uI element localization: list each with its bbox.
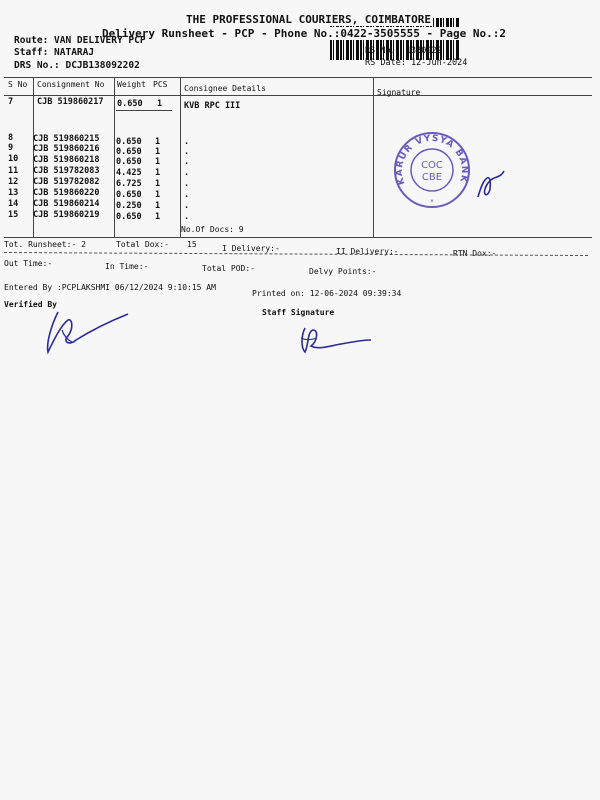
row-pcs: 1 [157, 99, 163, 109]
verifier-signature [42, 306, 132, 358]
row-weight: 0.650 [116, 137, 142, 147]
total-dox-value: 15 [187, 240, 197, 249]
row-sno: 13 [8, 188, 19, 198]
row-underline [116, 110, 172, 111]
tot-runsheet: Tot. Runsheet:- 2 [4, 240, 86, 249]
totals-dashed-line [4, 252, 588, 256]
row-consignee: KVB RPC III [184, 101, 241, 111]
no-of-docs: No.Of Docs: 9 [181, 225, 244, 234]
total-dox-label: Total Dox:- [116, 240, 169, 249]
row-sno: 14 [8, 199, 19, 209]
staff-signature-label: Staff Signature [262, 308, 335, 317]
printed-on: Printed on: 12-06-2024 09:39:34 [252, 289, 402, 298]
row-weight: 0.650 [117, 99, 143, 109]
verified-by-label: Verified By [4, 300, 57, 309]
staff: Staff: NATARAJ [14, 47, 95, 58]
row-pcs: 1 [155, 147, 161, 157]
col-header-consignment: Consignment No [37, 80, 105, 89]
col-header-consignee: Consignee Details [184, 84, 266, 93]
row-consignment: CJB 519860216 [33, 144, 100, 154]
row-pcs: 1 [155, 179, 161, 189]
runsheet-title: Delivery Runsheet - PCP - Phone No.:0422-3505555 - Page No.:2 [102, 27, 506, 40]
row-sno: 12 [8, 177, 19, 187]
row-pcs: 1 [155, 137, 161, 147]
stamp-inner-line2: CBE [421, 172, 443, 183]
row-sno: 7 [8, 97, 14, 107]
row-sno: 9 [8, 143, 14, 153]
bank-stamp [392, 130, 472, 210]
row-consignment: CJB 519782082 [33, 177, 100, 187]
row-dot: . [184, 157, 190, 167]
row-consignment: CJB 519782083 [33, 166, 100, 176]
company-title: THE PROFESSIONAL COURIERS, COIMBATORE [186, 13, 432, 26]
table-bottom-line [4, 237, 592, 238]
row-weight: 4.425 [116, 168, 142, 178]
table-header-line [4, 95, 592, 96]
rtn-dox: RTN Dox:- [453, 249, 497, 258]
stamp-graphic [392, 130, 472, 210]
row-dot: . [184, 212, 190, 222]
row-weight: 0.650 [116, 212, 142, 222]
ii-delivery: II Delivery:- [336, 247, 399, 256]
row-pcs: 1 [155, 212, 161, 222]
table-top-line [4, 77, 592, 78]
row-consignment: CJB 519860218 [33, 155, 100, 165]
stamp-inner-line1: COC [421, 160, 443, 171]
row-weight: 6.725 [116, 179, 142, 189]
row-weight: 0.650 [116, 190, 142, 200]
stamp-star: * [429, 198, 435, 206]
rs-date: RS Date: 12-Jun-2024 [365, 58, 468, 68]
row-sno: 10 [8, 154, 19, 164]
row-consignment: CJB 519860217 [37, 97, 104, 107]
row-weight: 0.650 [116, 147, 142, 157]
row-dot: . [184, 168, 190, 178]
consignee-signature [470, 165, 510, 205]
row-pcs: 1 [155, 201, 161, 211]
row-dot: . [184, 147, 190, 157]
row-dot: . [184, 190, 190, 200]
staff-signature [295, 322, 375, 358]
col-divider [114, 77, 115, 237]
total-pod: Total POD:- [202, 264, 255, 273]
col-divider [373, 77, 374, 237]
stamp-outer-text: KARUR VYSYA BANK [394, 133, 470, 186]
row-pcs: 1 [155, 168, 161, 178]
row-consignment: CJB 519860214 [33, 199, 100, 209]
row-consignment: CJB 519860219 [33, 210, 100, 220]
row-consignment: CJB 519860215 [33, 134, 100, 144]
row-pcs: 1 [155, 190, 161, 200]
row-dot: . [184, 179, 190, 189]
delvy-points: Delvy Points:- [309, 267, 377, 276]
col-header-weight: Weight [117, 80, 146, 89]
in-time: In Time:- [105, 262, 149, 271]
row-sno: 15 [8, 210, 19, 220]
out-time: Out Time:- [4, 259, 53, 268]
rs-number: RS No.: 1380922 [365, 46, 442, 56]
col-header-sno: S No [8, 80, 28, 89]
row-consignment: CJB 519860220 [33, 188, 100, 198]
entered-by: Entered By :PCPLAKSHMI 06/12/2024 9:10:15 AM [4, 283, 216, 292]
row-sno: 11 [8, 166, 19, 176]
col-divider [180, 77, 181, 237]
row-dot: . [184, 201, 190, 211]
row-weight: 0.250 [116, 201, 142, 211]
row-sno: 8 [8, 133, 14, 143]
col-header-signature: Signature [377, 88, 421, 97]
row-dot: . [184, 137, 190, 147]
drs-number: DRS No.: DCJB138092202 [14, 60, 140, 71]
row-weight: 0.650 [116, 157, 142, 167]
i-delivery: I Delivery:- [222, 244, 280, 253]
row-pcs: 1 [155, 157, 161, 167]
col-header-pcs: PCS [153, 80, 168, 89]
route: Route: VAN DELIVERY PCP [14, 35, 146, 46]
